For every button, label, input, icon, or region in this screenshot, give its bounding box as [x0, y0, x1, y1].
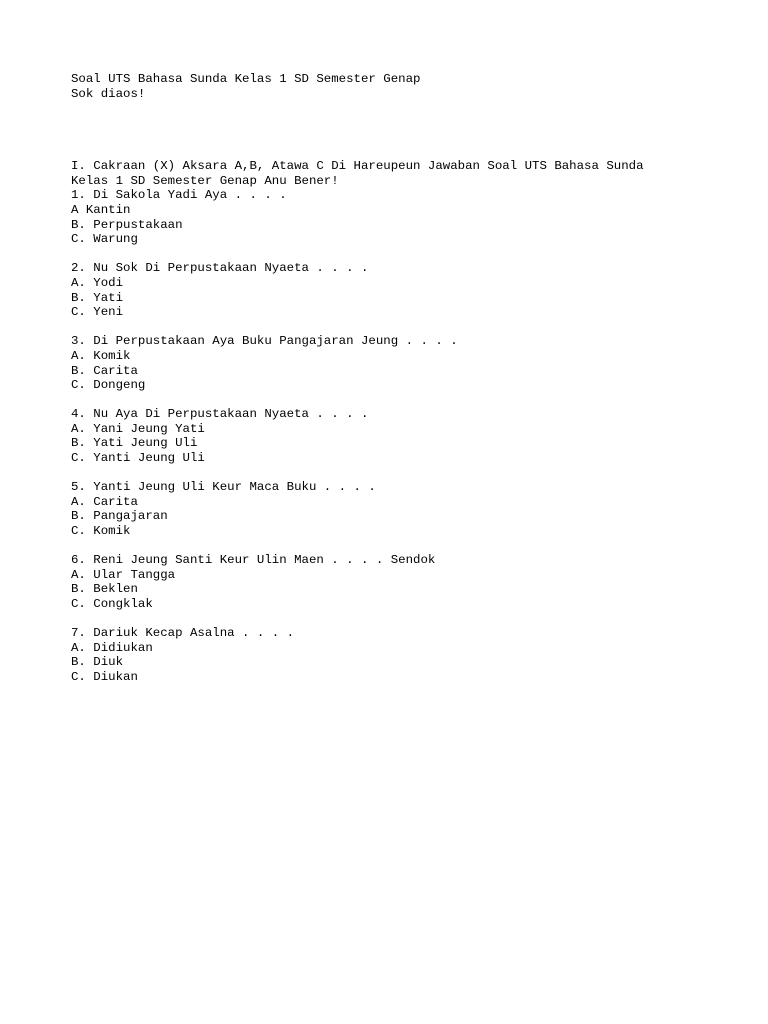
question-text: 4. Nu Aya Di Perpustakaan Nyaeta . . . . — [71, 407, 369, 422]
question-text: 3. Di Perpustakaan Aya Buku Pangajaran Jeung . . . . — [71, 334, 458, 349]
question-text: 2. Nu Sok Di Perpustakaan Nyaeta . . . . — [71, 261, 369, 276]
answer-option: B. Yati — [71, 290, 124, 305]
answer-option: A. Komik — [71, 348, 131, 363]
question-text: 7. Dariuk Kecap Asalna . . . . — [71, 626, 295, 641]
answer-option: B. Diuk — [71, 655, 124, 670]
answer-option: A. Ular Tangga — [71, 567, 176, 582]
document-title: Soal UTS Bahasa Sunda Kelas 1 SD Semester Genap — [71, 72, 421, 86]
answer-option: B. Yati Jeung Uli — [71, 436, 198, 451]
answer-option: B. Carita — [71, 363, 138, 378]
answer-option: C. Diukan — [71, 669, 138, 684]
question-item — [71, 480, 721, 538]
answer-option: C. Congklak — [71, 597, 153, 611]
question-item — [71, 188, 721, 246]
document-header — [71, 72, 721, 101]
answer-option: A. Didiukan — [71, 640, 153, 655]
answer-option: B. Pangajaran — [71, 509, 168, 524]
answer-option: B. Perpustakaan — [71, 217, 183, 232]
question-text: 5. Yanti Jeung Uli Keur Maca Buku . . . . — [71, 480, 376, 495]
answer-option: A Kantin — [71, 202, 131, 217]
answer-option: A. Yodi — [71, 275, 124, 290]
answer-option: C. Warung — [71, 232, 138, 247]
question-item — [71, 261, 721, 319]
document-page — [71, 72, 721, 685]
question-item — [71, 626, 721, 684]
question-text: 6. Reni Jeung Santi Keur Ulin Maen . . . . Sendok — [71, 553, 436, 568]
answer-option: A. Yani Jeung Yati — [71, 421, 205, 436]
question-item — [71, 407, 721, 465]
answer-option: A. Carita — [71, 494, 138, 509]
question-section — [71, 159, 721, 684]
answer-option: C. Yanti Jeung Uli — [71, 451, 205, 466]
answer-option: B. Beklen — [71, 582, 138, 597]
answer-option: C. Yeni — [71, 305, 124, 320]
question-item — [71, 334, 721, 392]
section-instruction: I. Cakraan (X) Aksara A,B, Atawa C Di Hareupeun Jawaban Soal UTS Bahasa Sunda Kelas 1 SD Semester Genap Anu Bener! — [71, 159, 644, 188]
answer-option: C. Komik — [71, 524, 131, 539]
answer-option: C. Dongeng — [71, 378, 146, 393]
question-item — [71, 553, 721, 611]
question-text: 1. Di Sakola Yadi Aya . . . . — [71, 188, 287, 203]
document-subtitle: Sok diaos! — [71, 86, 146, 101]
